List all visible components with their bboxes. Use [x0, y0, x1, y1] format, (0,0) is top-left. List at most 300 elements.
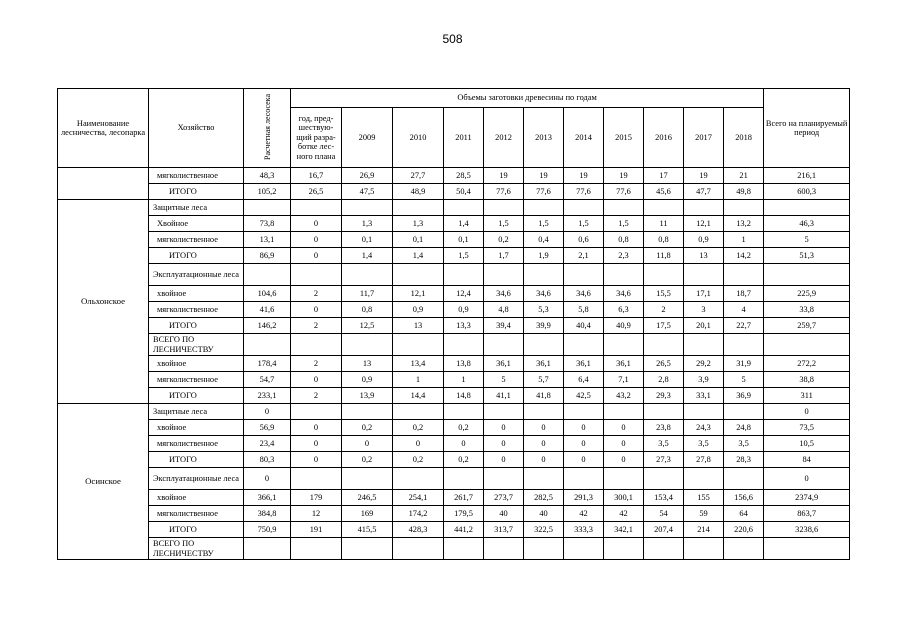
table-cell: 0 [342, 436, 393, 452]
table-cell [291, 538, 342, 560]
table-cell: 3,5 [724, 436, 764, 452]
col-header-year: 2016 [644, 108, 684, 168]
table-cell [724, 334, 764, 356]
table-cell: 178,4 [244, 356, 291, 372]
table-cell: 600,3 [764, 184, 850, 200]
table-cell [393, 264, 444, 286]
table-cell [564, 404, 604, 420]
table-cell [764, 264, 850, 286]
table-cell [524, 334, 564, 356]
table-cell: 1,9 [524, 248, 564, 264]
table-row [58, 388, 850, 404]
table-cell: 291,3 [564, 490, 604, 506]
table-row [58, 286, 850, 302]
table-cell: 104,6 [244, 286, 291, 302]
table-cell: 0 [564, 420, 604, 436]
table-cell [724, 264, 764, 286]
table-cell [764, 538, 850, 560]
table-cell: 19 [604, 168, 644, 184]
table-cell: 13 [393, 318, 444, 334]
table-cell: 73,5 [764, 420, 850, 436]
col-header-group: Объемы заготовки древесины по годам [291, 89, 764, 108]
table-cell [604, 468, 644, 490]
table-cell: 863,7 [764, 506, 850, 522]
table-row [58, 184, 850, 200]
table-cell: 342,1 [604, 522, 644, 538]
table-cell [524, 468, 564, 490]
table-cell [604, 200, 644, 216]
table-cell [244, 264, 291, 286]
table-cell: 23,8 [644, 420, 684, 436]
col-header-year: 2014 [564, 108, 604, 168]
table-cell: 39,4 [484, 318, 524, 334]
table-cell: 45,6 [644, 184, 684, 200]
table-cell: 3 [684, 302, 724, 318]
table-cell: 42 [564, 506, 604, 522]
table-cell: 0,4 [524, 232, 564, 248]
table-cell: 214 [684, 522, 724, 538]
table-cell: 80,3 [244, 452, 291, 468]
table-cell [342, 404, 393, 420]
table-cell: 49,8 [724, 184, 764, 200]
table-cell [444, 538, 484, 560]
row-label: мягколиственное [149, 232, 244, 248]
table-cell: 42 [604, 506, 644, 522]
table-cell: 322,5 [524, 522, 564, 538]
table-cell: 34,6 [524, 286, 564, 302]
table-cell: 2374,9 [764, 490, 850, 506]
table-cell: 0 [564, 452, 604, 468]
table-cell: 77,6 [564, 184, 604, 200]
table-cell: 11,8 [644, 248, 684, 264]
table-cell: 14,2 [724, 248, 764, 264]
table-cell: 17,1 [684, 286, 724, 302]
table-cell: 0 [291, 302, 342, 318]
table-cell: 86,9 [244, 248, 291, 264]
table-cell: 41,1 [484, 388, 524, 404]
table-cell: 40 [484, 506, 524, 522]
table-cell: 179,5 [444, 506, 484, 522]
table-cell: 105,2 [244, 184, 291, 200]
table-cell: 1,5 [484, 216, 524, 232]
col-header-year: 2018 [724, 108, 764, 168]
table-cell: 5 [484, 372, 524, 388]
table-cell [444, 468, 484, 490]
table-cell: 366,1 [244, 490, 291, 506]
table-cell: 5,7 [524, 372, 564, 388]
table-cell: 0 [444, 436, 484, 452]
table-cell [764, 200, 850, 216]
table-cell: 0,2 [342, 420, 393, 436]
region-cell-continued [58, 168, 149, 200]
row-label: ИТОГО [149, 388, 244, 404]
table-cell [524, 404, 564, 420]
table-row [58, 436, 850, 452]
table-cell: 77,6 [604, 184, 644, 200]
table-cell: 24,3 [684, 420, 724, 436]
table-cell [484, 404, 524, 420]
table-cell: 19 [484, 168, 524, 184]
row-label: ИТОГО [149, 248, 244, 264]
table-cell: 0,1 [342, 232, 393, 248]
col-header-year: 2009 [342, 108, 393, 168]
table-cell [342, 264, 393, 286]
table-cell: 42,5 [564, 388, 604, 404]
table-cell [684, 468, 724, 490]
table-cell: 0,2 [444, 452, 484, 468]
table-cell [484, 468, 524, 490]
page-number: 508 [442, 32, 463, 46]
row-label: мягколиственное [149, 436, 244, 452]
table-cell: 2 [644, 302, 684, 318]
table-cell: 1,3 [393, 216, 444, 232]
row-label: Эксплуатационные леса [149, 264, 244, 286]
table-cell: 13 [342, 356, 393, 372]
table-cell: 179 [291, 490, 342, 506]
table-cell [484, 200, 524, 216]
table-cell [724, 200, 764, 216]
table-row [58, 334, 850, 356]
table-cell: 0,8 [644, 232, 684, 248]
table-cell: 1,5 [564, 216, 604, 232]
table-cell [342, 200, 393, 216]
col-header-name: Наименование лесничества, лесопарка [58, 89, 149, 168]
table-cell [604, 334, 644, 356]
table-cell [564, 264, 604, 286]
table-cell: 1,7 [484, 248, 524, 264]
table-cell: 2,1 [564, 248, 604, 264]
row-label: хвойное [149, 286, 244, 302]
table-cell: 0,1 [444, 232, 484, 248]
table-cell: 0 [484, 452, 524, 468]
region-name-olkhon: Ольхонское [58, 200, 149, 404]
table-cell: 0 [291, 452, 342, 468]
table-cell: 54,7 [244, 372, 291, 388]
table-row [58, 216, 850, 232]
table-row [58, 318, 850, 334]
table-cell: 20,1 [684, 318, 724, 334]
table-cell: 0,8 [604, 232, 644, 248]
table-cell: 1 [393, 372, 444, 388]
table-cell [444, 200, 484, 216]
table-cell: 36,9 [724, 388, 764, 404]
table-cell: 13,2 [724, 216, 764, 232]
table-cell: 27,8 [684, 452, 724, 468]
col-header-year: 2013 [524, 108, 564, 168]
table-cell: 26,5 [291, 184, 342, 200]
table-cell: 19 [564, 168, 604, 184]
table-cell: 33,1 [684, 388, 724, 404]
table-cell: 14,4 [393, 388, 444, 404]
table-cell: 40,9 [604, 318, 644, 334]
table-cell [684, 404, 724, 420]
table-cell: 64 [724, 506, 764, 522]
table-cell: 26,9 [342, 168, 393, 184]
table-row [58, 372, 850, 388]
table-cell: 0 [524, 436, 564, 452]
row-label: ВСЕГО ПО ЛЕСНИЧЕСТВУ [149, 334, 244, 356]
table-cell: 207,4 [644, 522, 684, 538]
table-cell: 0,2 [444, 420, 484, 436]
table-cell: 47,5 [342, 184, 393, 200]
table-cell: 246,5 [342, 490, 393, 506]
table-cell: 15,5 [644, 286, 684, 302]
table-row [58, 506, 850, 522]
table-cell: 2,8 [644, 372, 684, 388]
table-cell [764, 334, 850, 356]
table-cell: 36,1 [484, 356, 524, 372]
table-row [58, 356, 850, 372]
table-cell: 2 [291, 286, 342, 302]
table-cell: 0 [244, 404, 291, 420]
table-cell: 311 [764, 388, 850, 404]
table-cell: 12,1 [684, 216, 724, 232]
table-cell [564, 200, 604, 216]
table-cell [524, 538, 564, 560]
col-header-cut-text: Расчетная лесосека [262, 93, 272, 160]
table-cell: 1 [444, 372, 484, 388]
table-cell: 59 [684, 506, 724, 522]
table-row [58, 522, 850, 538]
row-label: Защитные леса [149, 200, 244, 216]
table-cell: 5 [724, 372, 764, 388]
table-cell: 0 [524, 420, 564, 436]
table-row [58, 468, 850, 490]
table-cell: 36,1 [604, 356, 644, 372]
table-cell: 1 [724, 232, 764, 248]
table-cell: 169 [342, 506, 393, 522]
table-cell [244, 200, 291, 216]
table-cell: 77,6 [484, 184, 524, 200]
table-cell: 5,8 [564, 302, 604, 318]
table-cell [444, 404, 484, 420]
table-cell: 13,8 [444, 356, 484, 372]
table-row [58, 420, 850, 436]
table-cell: 73,8 [244, 216, 291, 232]
table-cell [604, 264, 644, 286]
col-header-year: 2017 [684, 108, 724, 168]
table-cell: 273,7 [484, 490, 524, 506]
table-cell: 153,4 [644, 490, 684, 506]
row-label: мягколиственное [149, 372, 244, 388]
table-cell [644, 468, 684, 490]
table-cell: 51,3 [764, 248, 850, 264]
table-cell: 0 [564, 436, 604, 452]
table-cell [564, 538, 604, 560]
row-label: мягколиственное [149, 168, 244, 184]
table-cell: 282,5 [524, 490, 564, 506]
table-cell: 174,2 [393, 506, 444, 522]
table-cell [644, 334, 684, 356]
col-header-prev: год, пред-шествую-щий разра-ботке лес-ного плана [291, 108, 342, 168]
table-cell [684, 334, 724, 356]
table-cell: 5,3 [524, 302, 564, 318]
table-cell: 17,5 [644, 318, 684, 334]
table-cell [393, 538, 444, 560]
table-cell: 191 [291, 522, 342, 538]
table-cell: 18,7 [724, 286, 764, 302]
table-cell: 156,6 [724, 490, 764, 506]
table-cell: 36,1 [524, 356, 564, 372]
table-cell: 12,5 [342, 318, 393, 334]
row-label: Защитные леса [149, 404, 244, 420]
table-cell: 225,9 [764, 286, 850, 302]
row-label: хвойное [149, 420, 244, 436]
table-row [58, 264, 850, 286]
table-cell: 0 [291, 372, 342, 388]
table-cell: 34,6 [604, 286, 644, 302]
col-header-total: Всего на планируемый период [764, 89, 850, 168]
table-cell [393, 200, 444, 216]
table-row [58, 404, 850, 420]
table-cell: 0 [244, 468, 291, 490]
table-cell: 384,8 [244, 506, 291, 522]
table-cell [564, 334, 604, 356]
table-cell: 428,3 [393, 522, 444, 538]
table-cell: 19 [684, 168, 724, 184]
table-cell: 46,3 [764, 216, 850, 232]
table-cell: 3,5 [644, 436, 684, 452]
table-cell [684, 200, 724, 216]
table-cell: 40 [524, 506, 564, 522]
table-cell: 48,9 [393, 184, 444, 200]
table-cell: 13,1 [244, 232, 291, 248]
row-label: хвойное [149, 356, 244, 372]
table-cell: 220,6 [724, 522, 764, 538]
table-cell: 0,6 [564, 232, 604, 248]
table-cell: 14,8 [444, 388, 484, 404]
table-cell: 12,1 [393, 286, 444, 302]
table-cell [484, 264, 524, 286]
table-cell: 23,4 [244, 436, 291, 452]
col-header-cut [244, 89, 291, 168]
table-cell [684, 538, 724, 560]
col-header-year: 2010 [393, 108, 444, 168]
table-cell [342, 468, 393, 490]
table-cell: 0 [393, 436, 444, 452]
table-cell: 2 [291, 388, 342, 404]
table-cell: 27,7 [393, 168, 444, 184]
table-cell: 1,4 [342, 248, 393, 264]
table-cell: 216,1 [764, 168, 850, 184]
table-cell: 17 [644, 168, 684, 184]
table-cell: 0,2 [393, 420, 444, 436]
table-row [58, 452, 850, 468]
harvest-volume-table [57, 88, 850, 560]
table-cell [644, 200, 684, 216]
table-cell: 13,9 [342, 388, 393, 404]
col-header-farm: Хозяйство [149, 89, 244, 168]
table-cell: 38,8 [764, 372, 850, 388]
col-header-year: 2011 [444, 108, 484, 168]
table-cell [342, 538, 393, 560]
table-cell: 13,4 [393, 356, 444, 372]
table-cell: 1,5 [444, 248, 484, 264]
table-cell [484, 334, 524, 356]
table-cell: 0,8 [342, 302, 393, 318]
row-label: ИТОГО [149, 184, 244, 200]
table-cell: 0 [604, 420, 644, 436]
table-cell: 0,9 [393, 302, 444, 318]
table-cell: 10,5 [764, 436, 850, 452]
table-cell: 6,3 [604, 302, 644, 318]
row-label: мягколиственное [149, 302, 244, 318]
table-cell: 5 [764, 232, 850, 248]
table-cell: 0 [291, 216, 342, 232]
table-cell: 415,5 [342, 522, 393, 538]
table-row [58, 490, 850, 506]
table-cell: 1,5 [604, 216, 644, 232]
table-cell: 1,4 [393, 248, 444, 264]
table-row [58, 302, 850, 318]
table-cell: 0,2 [342, 452, 393, 468]
row-label: Хвойное [149, 216, 244, 232]
table-cell [644, 538, 684, 560]
table-cell [724, 468, 764, 490]
table-cell [291, 334, 342, 356]
table-cell: 4 [724, 302, 764, 318]
table-cell: 54 [644, 506, 684, 522]
table-cell: 40,4 [564, 318, 604, 334]
table-row [58, 538, 850, 560]
table-row [58, 200, 850, 216]
table-row [58, 168, 850, 184]
table-cell: 254,1 [393, 490, 444, 506]
table-cell: 2 [291, 318, 342, 334]
table-cell: 0,2 [484, 232, 524, 248]
table-cell: 29,2 [684, 356, 724, 372]
table-cell: 84 [764, 452, 850, 468]
row-label: ВСЕГО ПО ЛЕСНИЧЕСТВУ [149, 538, 244, 560]
table-cell: 56,9 [244, 420, 291, 436]
table-cell [393, 404, 444, 420]
table-cell [444, 264, 484, 286]
table-cell [444, 334, 484, 356]
table-cell [524, 264, 564, 286]
table-cell: 33,8 [764, 302, 850, 318]
table-cell: 29,3 [644, 388, 684, 404]
table-cell: 47,7 [684, 184, 724, 200]
table-cell: 28,5 [444, 168, 484, 184]
table-cell: 3238,6 [764, 522, 850, 538]
table-cell: 7,1 [604, 372, 644, 388]
table-cell: 41,6 [244, 302, 291, 318]
table-cell: 21 [724, 168, 764, 184]
table-cell: 24,8 [724, 420, 764, 436]
table-cell: 1,3 [342, 216, 393, 232]
table-cell: 0 [291, 232, 342, 248]
table-cell [244, 334, 291, 356]
table-cell: 2 [291, 356, 342, 372]
table-cell: 0 [484, 420, 524, 436]
table-cell [524, 200, 564, 216]
table-cell: 77,6 [524, 184, 564, 200]
table-cell [644, 404, 684, 420]
table-cell: 261,7 [444, 490, 484, 506]
table-cell: 43,2 [604, 388, 644, 404]
table-cell: 0 [291, 420, 342, 436]
table-cell: 39,9 [524, 318, 564, 334]
table-cell: 259,7 [764, 318, 850, 334]
table-cell: 0 [604, 452, 644, 468]
table-cell: 0,2 [393, 452, 444, 468]
table-cell: 11,7 [342, 286, 393, 302]
table-cell: 0 [524, 452, 564, 468]
table-cell [644, 264, 684, 286]
table-cell [291, 468, 342, 490]
table-cell: 12,4 [444, 286, 484, 302]
table-cell: 272,2 [764, 356, 850, 372]
